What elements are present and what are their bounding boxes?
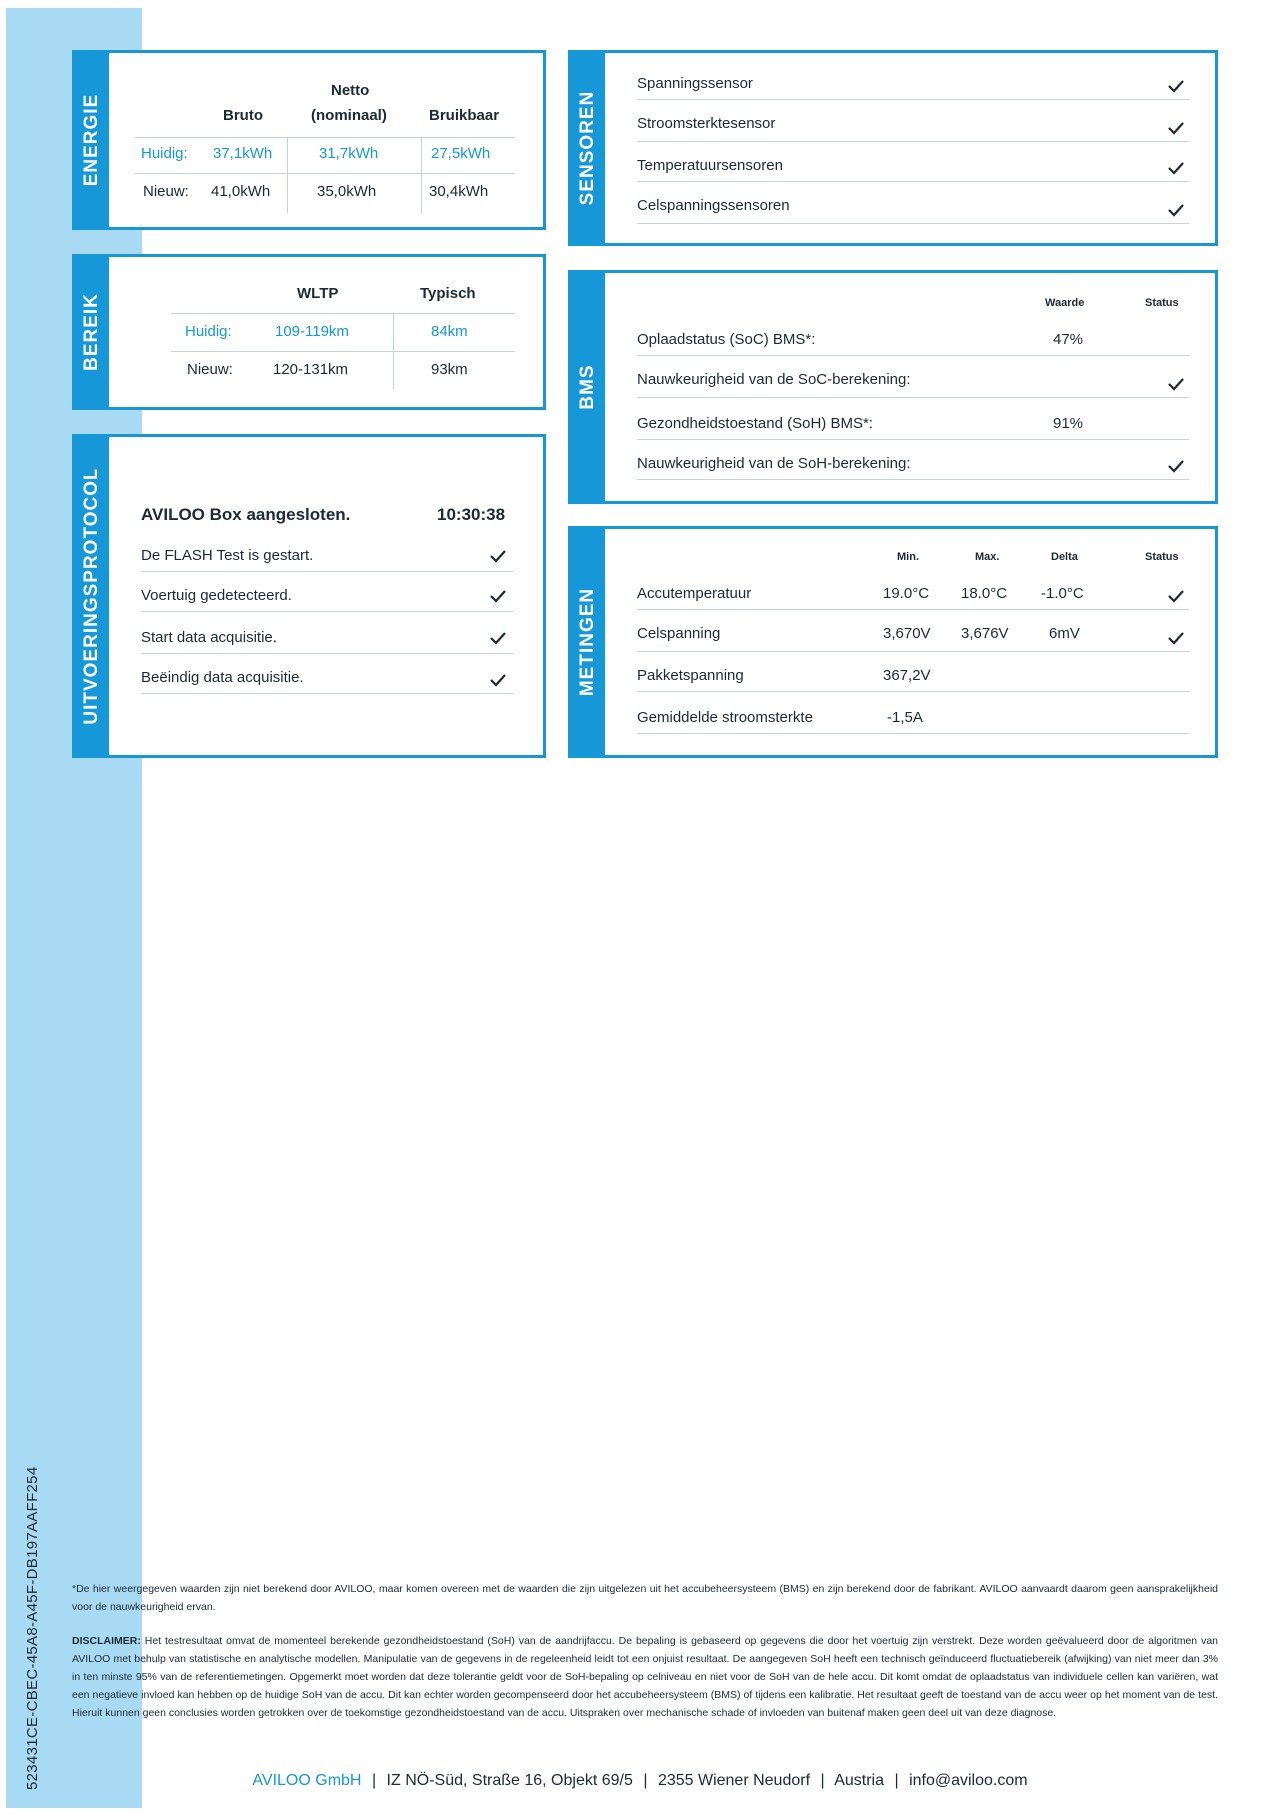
energie-nieuw-netto: 35,0kWh <box>317 183 377 200</box>
bereik-huidig-wltp: 109-119km <box>275 323 349 340</box>
metingen-row-label: Celspanning <box>637 625 721 642</box>
check-icon <box>1167 631 1185 645</box>
check-icon <box>1167 161 1185 175</box>
bereik-tab-label: BEREIK <box>81 293 102 371</box>
check-icon <box>489 589 507 603</box>
metingen-row-max: 18.0°C <box>961 585 1008 602</box>
protocol-tab-label: UITVOERINGSPROTOCOL <box>81 467 102 725</box>
sensoren-panel <box>568 50 1218 246</box>
sensor-item: Temperatuursensoren <box>637 157 783 174</box>
energie-tab <box>75 53 109 227</box>
energie-huidig-bruto: 37,1kWh <box>213 145 273 162</box>
bereik-col-wltp: WLTP <box>297 285 339 302</box>
bereik-col-typisch: Typisch <box>420 285 476 302</box>
footer-email[interactable]: info@aviloo.com <box>909 1772 1028 1789</box>
protocol-panel <box>72 434 546 758</box>
bereik-huidig-label: Huidig: <box>185 323 232 340</box>
document-id: 523431CE-CBEC-45A8-A45F-DB197AAFF254 <box>24 1466 41 1790</box>
metingen-col-max: Max. <box>975 551 1000 563</box>
disclaimer <box>72 1632 1218 1722</box>
metingen-row-label: Gemiddelde stroomsterkte <box>637 709 813 726</box>
metingen-row-min: 19.0°C <box>883 585 930 602</box>
metingen-row-label: Pakketspanning <box>637 667 744 684</box>
energie-panel <box>72 50 546 230</box>
energie-huidig-label: Huidig: <box>141 145 188 162</box>
bms-tab-label: BMS <box>577 364 598 410</box>
energie-nieuw-label: Nieuw: <box>143 183 189 200</box>
footer-address: IZ NÖ-Süd, Straße 16, Objekt 69/5 <box>386 1772 633 1789</box>
footer-sep: | <box>820 1772 825 1789</box>
check-icon <box>489 673 507 687</box>
footer-country: Austria <box>834 1772 884 1789</box>
footer-sep: | <box>371 1772 377 1789</box>
metingen-col-status: Status <box>1145 551 1179 563</box>
bereik-nieuw-label: Nieuw: <box>187 361 233 378</box>
sensor-item: Stroomsterktesensor <box>637 115 776 132</box>
sensoren-tab <box>571 53 605 243</box>
bms-row-value: 47% <box>1053 331 1084 348</box>
footnote: *De hier weergegeven waarden zijn niet berekend door AVILOO, maar komen overeen met de waarden die zijn uitgelezen uit het accubeheersysteem (BMS) en zijn berekend door de fabrikant. AVILOO aanvaardt daarom geen aansprakelijkheid voor de nauwkeurigheid ervan. <box>72 1583 1218 1613</box>
metingen-row-min: 367,2V <box>883 667 931 684</box>
energie-huidig-bruikbaar: 27,5kWh <box>431 145 491 162</box>
check-icon <box>1167 459 1185 473</box>
bms-row-label: Nauwkeurigheid van de SoH-berekening: <box>637 455 911 472</box>
sensoren-tab-label: SENSOREN <box>577 90 598 206</box>
metingen-row-min: 3,670V <box>883 625 931 642</box>
protocol-title: AVILOO Box aangesloten. <box>141 505 351 524</box>
disclaimer-label: DISCLAIMER: <box>72 1635 141 1647</box>
metingen-row-max: 3,676V <box>961 625 1009 642</box>
energie-tab-label: ENERGIE <box>81 93 102 187</box>
bms-col-waarde: Waarde <box>1045 297 1085 309</box>
protocol-time: 10:30:38 <box>437 505 506 524</box>
bms-row-label: Gezondheidstoestand (SoH) BMS*: <box>637 415 873 432</box>
metingen-row-delta: -1.0°C <box>1041 585 1084 602</box>
check-icon <box>489 631 507 645</box>
protocol-step: Voertuig gedetecteerd. <box>141 587 292 604</box>
sensor-item: Celspanningssensoren <box>637 197 790 214</box>
protocol-tab <box>75 437 109 755</box>
bereik-huidig-typisch: 84km <box>431 323 468 340</box>
bereik-nieuw-wltp: 120-131km <box>273 361 349 378</box>
metingen-row-delta: 6mV <box>1049 625 1080 642</box>
energie-huidig-netto: 31,7kWh <box>319 145 379 162</box>
energie-nieuw-bruto: 41,0kWh <box>211 183 271 200</box>
bms-panel <box>568 270 1218 504</box>
footer-sep: | <box>643 1772 648 1789</box>
bms-row-value: 91% <box>1053 415 1084 432</box>
check-icon <box>1167 589 1185 603</box>
energie-col-netto: Netto <box>331 82 370 99</box>
metingen-panel <box>568 526 1218 758</box>
sensor-item: Spanningssensor <box>637 75 753 92</box>
disclaimer-text: Het testresultaat omvat de momenteel berekende gezondheidstoestand (SoH) van de aandrijfaccu. De bepaling is gebaseerd op gegevens die door het voertuig zijn verstrekt. Deze worden geëvalueerd door de algoritmen van AVILOO met behulp van statistische en analytische modellen. Manipulatie van de gegevens in de regeleenheid leidt tot een onjuist resultaat. De aangegeven SoH heeft een technisch geïnduceerd fluctuatiebereik (afwijking) van niet meer dan 3% in ten minste 95% van de referentiemetingen. Opgemerkt moet worden dat deze tolerantie geldt voor de SoH-bepaling op celniveau en niet voor de SoH van de hele accu. Dit komt omdat de oplaadstatus van individuele cellen kan variëren, wat een negatieve invloed kan hebben op de huidige SoH van de accu. Dit kan echter worden gecompenseerd door het accubeheersysteem (BMS) of tijdens een kalibratie. Het resultaat geeft de toestand van de accu weer op het moment van de test. Hieruit kunnen geen conclusies worden getrokken over de toekomstige gezondheidstoestand van de accu. Uitspraken over mechanische schade of invloeden van buitenaf maken geen deel uit van deze diagnose. <box>72 1635 1218 1719</box>
energie-nieuw-bruikbaar: 30,4kWh <box>429 183 489 200</box>
check-icon <box>1167 377 1185 391</box>
footer-city: 2355 Wiener Neudorf <box>657 1772 811 1789</box>
bms-col-status: Status <box>1145 297 1179 309</box>
metingen-row-min: -1,5A <box>887 709 923 726</box>
metingen-row-label: Accutemperatuur <box>637 585 752 602</box>
metingen-col-min: Min. <box>897 551 919 563</box>
bereik-panel <box>72 254 546 410</box>
metingen-tab <box>571 529 605 755</box>
footer <box>0 1772 1280 1790</box>
energie-col-bruto: Bruto <box>223 107 263 124</box>
bms-tab <box>571 273 605 501</box>
energie-col-netto-sub: (nominaal) <box>311 107 387 124</box>
metingen-col-delta: Delta <box>1051 551 1078 563</box>
footer-company: AVILOO GmbH <box>252 1772 362 1789</box>
protocol-step: Start data acquisitie. <box>141 629 277 646</box>
metingen-tab-label: METINGEN <box>577 587 598 697</box>
protocol-step: Beëindig data acquisitie. <box>141 669 304 686</box>
check-icon <box>1167 79 1185 93</box>
protocol-step: De FLASH Test is gestart. <box>141 547 314 564</box>
footer-sep: | <box>894 1772 899 1789</box>
bereik-tab <box>75 257 109 407</box>
bms-row-label: Oplaadstatus (SoC) BMS*: <box>637 331 816 348</box>
check-icon <box>1167 121 1185 135</box>
check-icon <box>1167 203 1185 217</box>
bereik-nieuw-typisch: 93km <box>431 361 468 378</box>
check-icon <box>489 549 507 563</box>
bms-row-label: Nauwkeurigheid van de SoC-berekening: <box>637 371 911 388</box>
energie-col-bruikbaar: Bruikbaar <box>429 107 500 124</box>
